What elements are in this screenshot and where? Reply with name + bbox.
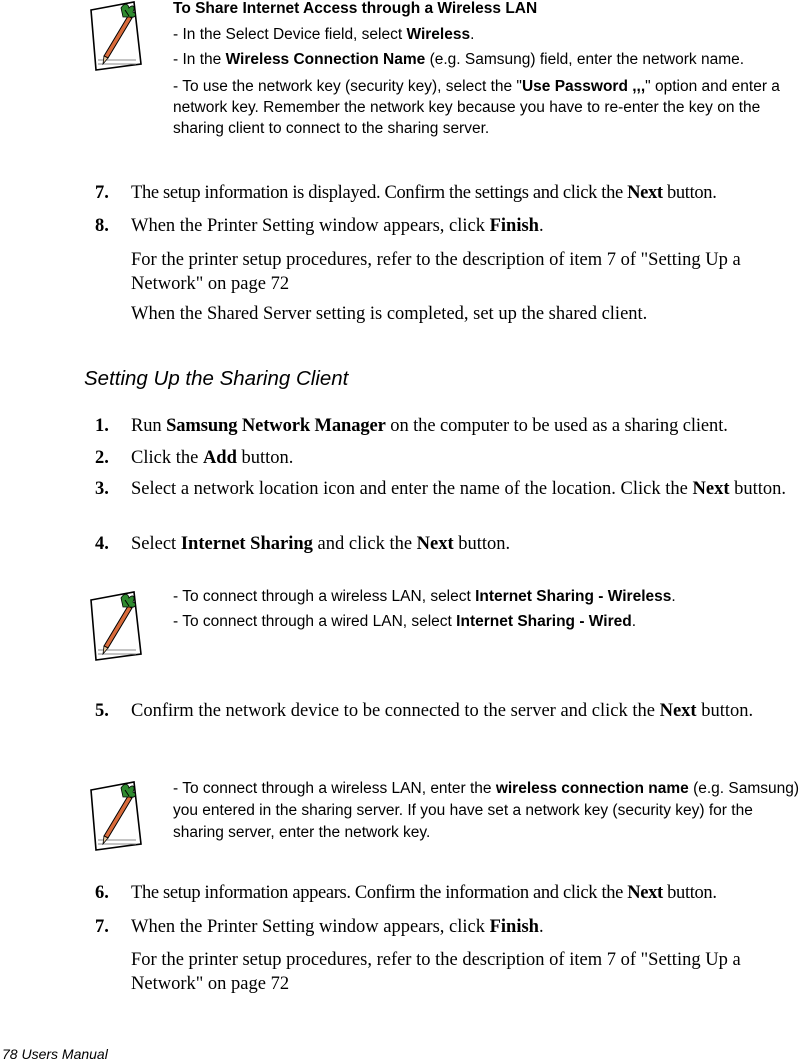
step-number: 5. — [95, 701, 109, 721]
step-number: 2. — [95, 448, 109, 468]
section-heading: Setting Up the Sharing Client — [84, 367, 349, 390]
step-number: 6. — [95, 883, 109, 903]
paragraph: When the Shared Server setting is completed, set up the shared client. — [131, 304, 648, 324]
step-number: 7. — [95, 183, 109, 203]
step-text: Run Samsung Network Manager on the computer to be used as a sharing client. — [131, 416, 728, 436]
step-number: 7. — [95, 917, 109, 937]
note-line: - In the Wireless Connection Name (e.g. Samsung) field, enter the network name. — [173, 51, 745, 68]
page-footer: 78 Users Manual — [2, 1046, 108, 1062]
note-pencil-icon — [88, 590, 144, 662]
step-text: Select a network location icon and enter the name of the location. Click the Next button. — [131, 479, 787, 499]
step-text: Click the Add button. — [131, 448, 294, 468]
note-line: - In the Select Device field, select Wireless. — [173, 26, 475, 43]
note-block — [173, 586, 807, 633]
note-line: - To connect through a wired LAN, select Internet Sharing - Wired. — [173, 613, 637, 630]
step-number: 8. — [95, 216, 109, 236]
step-number: 4. — [95, 534, 109, 554]
step-text: When the Printer Setting window appears, click Finish. — [131, 917, 544, 937]
step-text: Select Internet Sharing and click the Next button. — [131, 534, 511, 554]
step-text: The setup information is displayed. Confirm the settings and click the Next button. — [131, 183, 717, 203]
note-pencil-icon — [88, 0, 144, 72]
note-line: - To use the network key (security key), select the "Use Password ,,," option and enter a network key. Remember the network key because you have to re-enter the key on the sharing client to connect to the sharing server. — [173, 78, 780, 137]
note-block — [173, 0, 807, 139]
note-pencil-icon — [88, 780, 144, 852]
step-number: 3. — [95, 479, 109, 499]
note-block — [173, 778, 803, 844]
step-text: When the Printer Setting window appears, click Finish. — [131, 216, 544, 236]
paragraph: For the printer setup procedures, refer to the description of item 7 of "Setting Up a Network" on page 72 — [131, 950, 741, 994]
step-text: Confirm the network device to be connected to the server and click the Next button. — [131, 701, 754, 721]
note-line: - To connect through a wireless LAN, enter the wireless connection name (e.g. Samsung) you entered in the sharing server. If you have set a network key (security key) for the sharing server, enter the network key. — [173, 780, 800, 841]
step-text: The setup information appears. Confirm the information and click the Next button. — [131, 883, 717, 903]
note-line: - To connect through a wireless LAN, select Internet Sharing - Wireless. — [173, 588, 676, 605]
note-title: To Share Internet Access through a Wireless LAN — [173, 0, 538, 17]
step-number: 1. — [95, 416, 109, 436]
paragraph: For the printer setup procedures, refer to the description of item 7 of "Setting Up a Network" on page 72 — [131, 250, 741, 294]
